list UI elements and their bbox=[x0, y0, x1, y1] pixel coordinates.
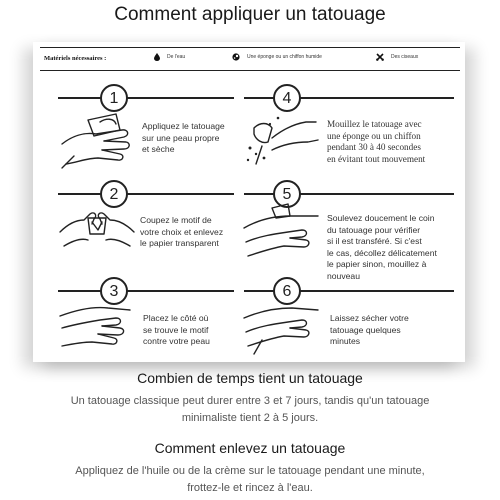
step-text-3: Placez le côté où se trouve le motif contre votre peau bbox=[143, 313, 210, 346]
material-sponge bbox=[232, 53, 322, 61]
removal-heading: Comment enlevez un tatouage bbox=[154, 440, 346, 456]
hand-apply-illustration bbox=[58, 108, 136, 174]
step-number-6: 6 bbox=[273, 277, 301, 305]
materials-bar bbox=[40, 47, 460, 71]
step-divider-3 bbox=[58, 290, 234, 292]
step-text-6: Laissez sécher votre tatouage quelques minutes bbox=[330, 313, 409, 346]
hand-place-illustration bbox=[58, 298, 136, 348]
material-sponge-label: Une éponge ou un chiffon humide bbox=[247, 54, 322, 60]
step-number-3: 3 bbox=[100, 277, 128, 305]
material-water bbox=[154, 53, 185, 61]
step-text-2: Coupez le motif de votre choix et enlevez le papier transparent bbox=[140, 215, 224, 248]
hand-cut-illustration bbox=[58, 202, 136, 262]
step-number-5: 5 bbox=[273, 180, 301, 208]
step-divider-1 bbox=[58, 97, 234, 99]
step-number-4: 4 bbox=[273, 84, 301, 112]
hand-dry-illustration bbox=[242, 298, 322, 356]
step-text-5: Soulevez doucement le coin du tatouage pour vérifier si il est transféré. Si c'est le cas, décollez délicatement le papier sinon, mouillez à nouveau bbox=[327, 213, 437, 281]
material-water-label: De l'eau bbox=[167, 54, 186, 60]
material-scissors bbox=[376, 53, 418, 61]
removal-paragraph: Appliquez de l'huile ou de la crème sur le tatouage pendant une minute, frottez-le et rincez à l'eau. bbox=[75, 465, 425, 494]
hand-wet-illustration bbox=[242, 108, 322, 174]
duration-paragraph: Un tatouage classique peut durer entre 3 et 7 jours, tandis qu'un tatouage minimaliste tient 2 à 5 jours. bbox=[70, 395, 430, 424]
duration-heading: Combien de temps tient un tatouage bbox=[137, 370, 363, 386]
sponge-icon bbox=[232, 53, 240, 61]
page-title: Comment appliquer un tatouage bbox=[114, 4, 386, 25]
step-text-1: Appliquez le tatouage sur une peau propre et sèche bbox=[142, 121, 225, 154]
materials-label: Matériels nécessaires : bbox=[44, 55, 107, 62]
step-number-1: 1 bbox=[100, 84, 128, 112]
step-divider-2 bbox=[58, 193, 234, 195]
material-scissors-label: Des ciseaux bbox=[391, 54, 419, 60]
scissors-icon bbox=[376, 53, 384, 61]
step-text-4: Mouillez le tatouage avec une éponge ou un chiffon pendant 30 à 40 secondes en évitant tout mouvement bbox=[327, 119, 426, 164]
hand-lift-illustration bbox=[242, 202, 322, 262]
water-drop-icon bbox=[154, 53, 160, 61]
step-number-2: 2 bbox=[100, 180, 128, 208]
